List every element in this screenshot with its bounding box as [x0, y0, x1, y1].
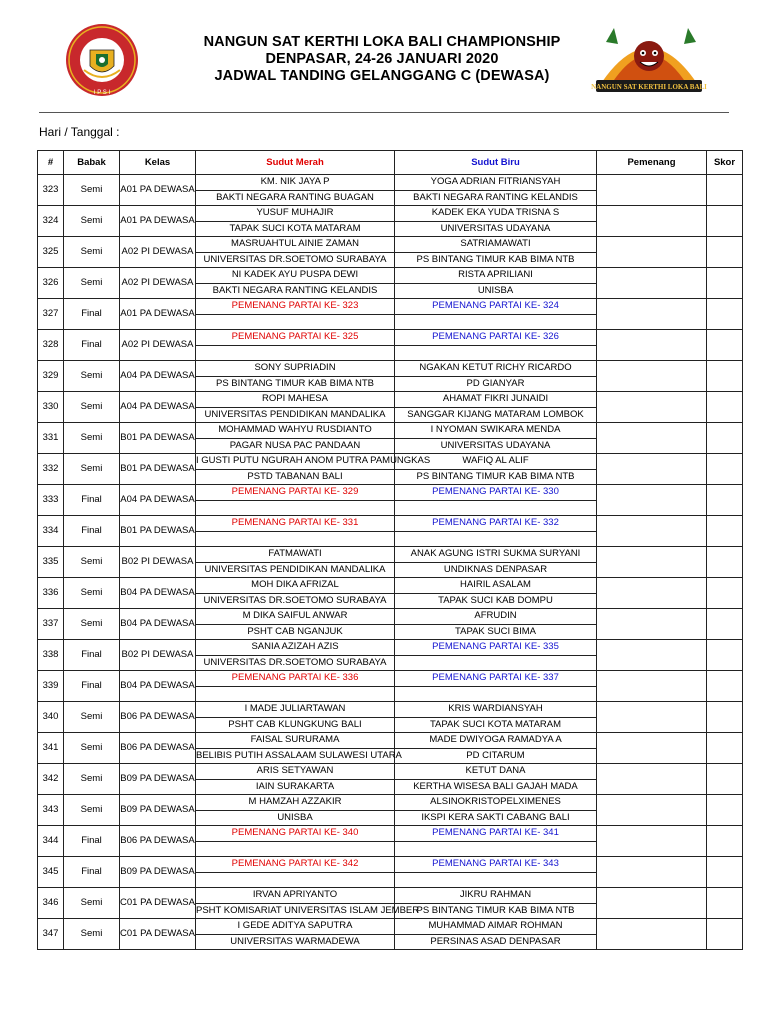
document-titles — [150, 34, 614, 85]
sudut-biru-team: BAKTI NEGARA RANTING KELANDIS — [395, 190, 597, 206]
sudut-merah-name: I GUSTI PUTU NGURAH ANOM PUTRA PAMUNGKAS — [196, 454, 395, 470]
match-babak: Semi — [64, 454, 120, 485]
document-header — [0, 0, 768, 112]
match-babak: Final — [64, 485, 120, 516]
sudut-biru-name: PEMENANG PARTAI KE- 335 — [395, 640, 597, 656]
match-number: 345 — [38, 857, 64, 888]
sudut-merah-team: TAPAK SUCI KOTA MATARAM — [196, 221, 395, 237]
sudut-merah-name: FATMAWATI — [196, 547, 395, 563]
table-row — [38, 175, 743, 191]
match-pemenang-cell[interactable] — [597, 826, 707, 857]
match-babak: Semi — [64, 578, 120, 609]
sudut-merah-name: PEMENANG PARTAI KE- 336 — [196, 671, 395, 687]
sudut-merah-name: I MADE JULIARTAWAN — [196, 702, 395, 718]
match-number: 325 — [38, 237, 64, 268]
sudut-merah-team — [196, 531, 395, 547]
match-kelas: B02 PI DEWASA — [120, 640, 196, 671]
match-skor-cell[interactable] — [707, 888, 743, 919]
match-number: 323 — [38, 175, 64, 206]
match-babak: Semi — [64, 764, 120, 795]
sudut-biru-team — [395, 872, 597, 888]
match-pemenang-cell[interactable] — [597, 547, 707, 578]
sudut-merah-team: UNIVERSITAS PENDIDIKAN MANDALIKA — [196, 407, 395, 423]
match-skor-cell[interactable] — [707, 361, 743, 392]
match-skor-cell[interactable] — [707, 423, 743, 454]
svg-text:I P S I: I P S I — [93, 90, 111, 96]
sudut-biru-team: TAPAK SUCI BIMA — [395, 624, 597, 640]
match-kelas: A04 PA DEWASA — [120, 485, 196, 516]
col-header-babak: Babak — [64, 151, 120, 175]
table-row — [38, 206, 743, 222]
match-number: 327 — [38, 299, 64, 330]
match-pemenang-cell[interactable] — [597, 640, 707, 671]
sudut-biru-name: NGAKAN KETUT RICHY RICARDO — [395, 361, 597, 377]
sudut-merah-name: MOHAMMAD WAHYU RUSDIANTO — [196, 423, 395, 439]
title-line-2: DENPASAR, 24-26 JANUARI 2020 — [265, 51, 499, 67]
col-header-sudut-merah: Sudut Merah — [196, 151, 395, 175]
match-pemenang-cell[interactable] — [597, 516, 707, 547]
sudut-biru-name: KADEK EKA YUDA TRISNA S — [395, 206, 597, 222]
sudut-biru-name: HAIRIL ASALAM — [395, 578, 597, 594]
match-number: 347 — [38, 919, 64, 950]
table-row — [38, 268, 743, 284]
col-header-skor: Skor — [707, 151, 743, 175]
match-babak: Semi — [64, 547, 120, 578]
match-skor-cell[interactable] — [707, 640, 743, 671]
match-number: 332 — [38, 454, 64, 485]
match-kelas: A01 PA DEWASA — [120, 299, 196, 330]
match-skor-cell[interactable] — [707, 268, 743, 299]
sudut-biru-team — [395, 345, 597, 361]
match-babak: Semi — [64, 237, 120, 268]
col-header-sudut-biru: Sudut Biru — [395, 151, 597, 175]
sudut-merah-team: PSTD TABANAN BALI — [196, 469, 395, 485]
match-babak: Final — [64, 640, 120, 671]
match-skor-cell[interactable] — [707, 671, 743, 702]
sudut-merah-name: MASRUAHTUL AINIE ZAMAN — [196, 237, 395, 253]
match-kelas: B04 PA DEWASA — [120, 609, 196, 640]
sudut-biru-name: KETUT DANA — [395, 764, 597, 780]
match-kelas: B01 PA DEWASA — [120, 454, 196, 485]
table-row — [38, 330, 743, 346]
match-babak: Semi — [64, 361, 120, 392]
match-skor-cell[interactable] — [707, 485, 743, 516]
sudut-merah-team: BAKTI NEGARA RANTING BUAGAN — [196, 190, 395, 206]
match-babak: Final — [64, 516, 120, 547]
sudut-biru-name: ALSINOKRISTOPELXIMENES — [395, 795, 597, 811]
match-skor-cell[interactable] — [707, 795, 743, 826]
sudut-merah-name: KM. NIK JAYA P — [196, 175, 395, 191]
match-pemenang-cell[interactable] — [597, 671, 707, 702]
match-skor-cell[interactable] — [707, 516, 743, 547]
match-kelas: A02 PI DEWASA — [120, 330, 196, 361]
match-skor-cell[interactable] — [707, 299, 743, 330]
match-pemenang-cell[interactable] — [597, 857, 707, 888]
sudut-merah-name: PEMENANG PARTAI KE- 342 — [196, 857, 395, 873]
sudut-merah-team: BELIBIS PUTIH ASSALAAM SULAWESI UTARA — [196, 748, 395, 764]
sudut-merah-team: PAGAR NUSA PAC PANDAAN — [196, 438, 395, 454]
sudut-merah-team: UNIVERSITAS DR.SOETOMO SURABAYA — [196, 252, 395, 268]
match-babak: Final — [64, 330, 120, 361]
match-kelas: B04 PA DEWASA — [120, 578, 196, 609]
match-pemenang-cell[interactable] — [597, 454, 707, 485]
match-number: 329 — [38, 361, 64, 392]
match-pemenang-cell[interactable] — [597, 485, 707, 516]
match-kelas: C01 PA DEWASA — [120, 919, 196, 950]
sudut-biru-name: AFRUDIN — [395, 609, 597, 625]
match-skor-cell[interactable] — [707, 392, 743, 423]
match-pemenang-cell[interactable] — [597, 919, 707, 950]
sudut-biru-name: YOGA ADRIAN FITRIANSYAH — [395, 175, 597, 191]
match-number: 324 — [38, 206, 64, 237]
match-kelas: A04 PA DEWASA — [120, 361, 196, 392]
sudut-biru-name: PEMENANG PARTAI KE- 332 — [395, 516, 597, 532]
match-pemenang-cell[interactable] — [597, 237, 707, 268]
table-row — [38, 237, 743, 253]
match-babak: Semi — [64, 268, 120, 299]
match-kelas: B09 PA DEWASA — [120, 764, 196, 795]
sudut-merah-team: PS BINTANG TIMUR KAB BIMA NTB — [196, 376, 395, 392]
match-pemenang-cell[interactable] — [597, 609, 707, 640]
header-divider — [39, 112, 729, 113]
match-number: 334 — [38, 516, 64, 547]
table-row — [38, 857, 743, 873]
sudut-biru-name: AHAMAT FIKRI JUNAIDI — [395, 392, 597, 408]
sudut-biru-name: ANAK AGUNG ISTRI SUKMA SURYANI — [395, 547, 597, 563]
sudut-biru-team: PS BINTANG TIMUR KAB BIMA NTB — [395, 903, 597, 919]
table-row — [38, 702, 743, 718]
sudut-merah-name: PEMENANG PARTAI KE- 325 — [196, 330, 395, 346]
bali-championship-logo-icon — [592, 22, 706, 94]
sudut-merah-team — [196, 686, 395, 702]
table-row — [38, 919, 743, 935]
match-pemenang-cell[interactable] — [597, 888, 707, 919]
sudut-biru-team — [395, 314, 597, 330]
sudut-biru-name: I NYOMAN SWIKARA MENDA — [395, 423, 597, 439]
table-row — [38, 795, 743, 811]
match-pemenang-cell[interactable] — [597, 361, 707, 392]
table-row — [38, 671, 743, 687]
sudut-biru-team: UNIVERSITAS UDAYANA — [395, 438, 597, 454]
sudut-biru-name: PEMENANG PARTAI KE- 337 — [395, 671, 597, 687]
sudut-biru-team — [395, 500, 597, 516]
sudut-merah-team — [196, 314, 395, 330]
match-skor-cell[interactable] — [707, 454, 743, 485]
table-row — [38, 609, 743, 625]
sudut-merah-team: IAIN SURAKARTA — [196, 779, 395, 795]
match-kelas: B01 PA DEWASA — [120, 423, 196, 454]
sudut-merah-team: UNIVERSITAS DR.SOETOMO SURABAYA — [196, 655, 395, 671]
match-kelas: B01 PA DEWASA — [120, 516, 196, 547]
match-skor-cell[interactable] — [707, 578, 743, 609]
sudut-merah-team: PSHT KOMISARIAT UNIVERSITAS ISLAM JEMBER — [196, 903, 395, 919]
ipsi-logo-icon — [64, 22, 140, 98]
match-number: 341 — [38, 733, 64, 764]
match-number: 333 — [38, 485, 64, 516]
match-skor-cell[interactable] — [707, 702, 743, 733]
sudut-biru-name: WAFIQ AL ALIF — [395, 454, 597, 470]
match-number: 342 — [38, 764, 64, 795]
sudut-merah-team: UNISBA — [196, 810, 395, 826]
match-pemenang-cell[interactable] — [597, 330, 707, 361]
match-number: 336 — [38, 578, 64, 609]
sudut-biru-team — [395, 655, 597, 671]
match-kelas: B09 PA DEWASA — [120, 857, 196, 888]
sudut-merah-name: PEMENANG PARTAI KE- 323 — [196, 299, 395, 315]
match-kelas: A04 PA DEWASA — [120, 392, 196, 423]
match-skor-cell[interactable] — [707, 764, 743, 795]
sudut-merah-name: ROPI MAHESA — [196, 392, 395, 408]
match-pemenang-cell[interactable] — [597, 578, 707, 609]
match-kelas: A02 PI DEWASA — [120, 268, 196, 299]
sudut-biru-name: RISTA APRILIANI — [395, 268, 597, 284]
col-header-pemenang: Pemenang — [597, 151, 707, 175]
match-number: 326 — [38, 268, 64, 299]
sudut-biru-team — [395, 531, 597, 547]
match-skor-cell[interactable] — [707, 919, 743, 950]
match-number: 339 — [38, 671, 64, 702]
sudut-biru-team: UNIVERSITAS UDAYANA — [395, 221, 597, 237]
schedule-table — [37, 150, 743, 950]
match-babak: Semi — [64, 733, 120, 764]
match-pemenang-cell[interactable] — [597, 299, 707, 330]
match-number: 346 — [38, 888, 64, 919]
match-babak: Final — [64, 299, 120, 330]
sudut-biru-name: PEMENANG PARTAI KE- 341 — [395, 826, 597, 842]
match-skor-cell[interactable] — [707, 547, 743, 578]
match-pemenang-cell[interactable] — [597, 175, 707, 206]
sudut-biru-team: PERSINAS ASAD DENPASAR — [395, 934, 597, 950]
sudut-merah-name: SANIA AZIZAH AZIS — [196, 640, 395, 656]
sudut-biru-name: PEMENANG PARTAI KE- 343 — [395, 857, 597, 873]
table-row — [38, 423, 743, 439]
match-number: 331 — [38, 423, 64, 454]
match-kelas: A01 PA DEWASA — [120, 175, 196, 206]
match-kelas: A01 PA DEWASA — [120, 206, 196, 237]
sudut-biru-team: SANGGAR KIJANG MATARAM LOMBOK — [395, 407, 597, 423]
table-header-row — [38, 151, 743, 175]
sudut-merah-team: UNIVERSITAS WARMADEWA — [196, 934, 395, 950]
sudut-biru-team: PS BINTANG TIMUR KAB BIMA NTB — [395, 469, 597, 485]
sudut-merah-name: PEMENANG PARTAI KE- 329 — [196, 485, 395, 501]
table-row — [38, 516, 743, 532]
sudut-merah-name: M DIKA SAIFUL ANWAR — [196, 609, 395, 625]
table-row — [38, 826, 743, 842]
sudut-biru-team: UNISBA — [395, 283, 597, 299]
match-pemenang-cell[interactable] — [597, 268, 707, 299]
sudut-biru-name: PEMENANG PARTAI KE- 324 — [395, 299, 597, 315]
match-babak: Semi — [64, 175, 120, 206]
match-skor-cell[interactable] — [707, 237, 743, 268]
match-number: 328 — [38, 330, 64, 361]
table-row — [38, 361, 743, 377]
match-pemenang-cell[interactable] — [597, 423, 707, 454]
match-skor-cell[interactable] — [707, 826, 743, 857]
sudut-merah-name: PEMENANG PARTAI KE- 331 — [196, 516, 395, 532]
table-row — [38, 299, 743, 315]
sudut-merah-name: IRVAN APRIYANTO — [196, 888, 395, 904]
sudut-merah-team: BAKTI NEGARA RANTING KELANDIS — [196, 283, 395, 299]
table-row — [38, 888, 743, 904]
hari-tanggal-label: Hari / Tanggal : — [39, 125, 120, 139]
match-number: 343 — [38, 795, 64, 826]
svg-text:NANGUN SAT KERTHI LOKA BALI: NANGUN SAT KERTHI LOKA BALI — [591, 83, 707, 91]
sudut-merah-name: PEMENANG PARTAI KE- 340 — [196, 826, 395, 842]
table-row — [38, 578, 743, 594]
match-pemenang-cell[interactable] — [597, 206, 707, 237]
sudut-merah-team: PSHT CAB NGANJUK — [196, 624, 395, 640]
sudut-merah-team: UNIVERSITAS DR.SOETOMO SURABAYA — [196, 593, 395, 609]
sudut-biru-team: KERTHA WISESA BALI GAJAH MADA — [395, 779, 597, 795]
sudut-biru-name: SATRIAMAWATI — [395, 237, 597, 253]
sudut-biru-team: PS BINTANG TIMUR KAB BIMA NTB — [395, 252, 597, 268]
match-babak: Semi — [64, 206, 120, 237]
match-babak: Semi — [64, 702, 120, 733]
match-number: 337 — [38, 609, 64, 640]
sudut-biru-team: TAPAK SUCI KAB DOMPU — [395, 593, 597, 609]
match-babak: Final — [64, 826, 120, 857]
match-skor-cell[interactable] — [707, 609, 743, 640]
sudut-merah-team — [196, 500, 395, 516]
title-line-3: JADWAL TANDING GELANGGANG C (DEWASA) — [214, 68, 550, 84]
match-number: 340 — [38, 702, 64, 733]
match-babak: Semi — [64, 919, 120, 950]
sudut-biru-name: PEMENANG PARTAI KE- 326 — [395, 330, 597, 346]
sudut-merah-name: NI KADEK AYU PUSPA DEWI — [196, 268, 395, 284]
match-skor-cell[interactable] — [707, 330, 743, 361]
sudut-biru-name: MUHAMMAD AIMAR ROHMAN — [395, 919, 597, 935]
sudut-biru-team: IKSPI KERA SAKTI CABANG BALI — [395, 810, 597, 826]
match-kelas: C01 PA DEWASA — [120, 888, 196, 919]
match-kelas: B04 PA DEWASA — [120, 671, 196, 702]
table-row — [38, 392, 743, 408]
match-babak: Final — [64, 671, 120, 702]
match-kelas: B02 PI DEWASA — [120, 547, 196, 578]
table-row — [38, 640, 743, 656]
sudut-merah-name: FAISAL SURURAMA — [196, 733, 395, 749]
match-kelas: A02 PI DEWASA — [120, 237, 196, 268]
sudut-biru-team: UNDIKNAS DENPASAR — [395, 562, 597, 578]
match-kelas: B06 PA DEWASA — [120, 733, 196, 764]
col-header-kelas: Kelas — [120, 151, 196, 175]
match-pemenang-cell[interactable] — [597, 795, 707, 826]
sudut-merah-name: I GEDE ADITYA SAPUTRA — [196, 919, 395, 935]
match-number: 344 — [38, 826, 64, 857]
sudut-biru-name: MADE DWIYOGA RAMADYA A — [395, 733, 597, 749]
sudut-biru-team: PD GIANYAR — [395, 376, 597, 392]
match-babak: Semi — [64, 609, 120, 640]
sudut-merah-team — [196, 841, 395, 857]
match-skor-cell[interactable] — [707, 175, 743, 206]
sudut-merah-team: UNIVERSITAS PENDIDIKAN MANDALIKA — [196, 562, 395, 578]
sudut-merah-name: YUSUF MUHAJIR — [196, 206, 395, 222]
match-babak: Semi — [64, 888, 120, 919]
sudut-biru-team: TAPAK SUCI KOTA MATARAM — [395, 717, 597, 733]
match-kelas: B09 PA DEWASA — [120, 795, 196, 826]
sudut-merah-team — [196, 872, 395, 888]
schedule-rows — [38, 175, 743, 950]
match-pemenang-cell[interactable] — [597, 392, 707, 423]
table-row — [38, 485, 743, 501]
match-pemenang-cell[interactable] — [597, 733, 707, 764]
match-babak: Semi — [64, 423, 120, 454]
sudut-biru-name: KRIS WARDIANSYAH — [395, 702, 597, 718]
table-row — [38, 454, 743, 470]
sudut-merah-name: ARIS SETYAWAN — [196, 764, 395, 780]
table-row — [38, 764, 743, 780]
col-header-no: # — [38, 151, 64, 175]
table-row — [38, 733, 743, 749]
sudut-merah-name: M HAMZAH AZZAKIR — [196, 795, 395, 811]
match-number: 335 — [38, 547, 64, 578]
match-number: 338 — [38, 640, 64, 671]
table-row — [38, 547, 743, 563]
match-skor-cell[interactable] — [707, 733, 743, 764]
match-pemenang-cell[interactable] — [597, 764, 707, 795]
match-kelas: B06 PA DEWASA — [120, 826, 196, 857]
sudut-biru-team — [395, 841, 597, 857]
sudut-merah-name: MOH DIKA AFRIZAL — [196, 578, 395, 594]
sudut-biru-team: PD CITARUM — [395, 748, 597, 764]
title-line-1: NANGUN SAT KERTHI LOKA BALI CHAMPIONSHIP — [203, 34, 561, 50]
match-babak: Semi — [64, 795, 120, 826]
match-skor-cell[interactable] — [707, 857, 743, 888]
match-babak: Final — [64, 857, 120, 888]
match-babak: Semi — [64, 392, 120, 423]
match-kelas: B06 PA DEWASA — [120, 702, 196, 733]
sudut-biru-team — [395, 686, 597, 702]
match-number: 330 — [38, 392, 64, 423]
match-skor-cell[interactable] — [707, 206, 743, 237]
sudut-merah-team — [196, 345, 395, 361]
sudut-biru-name: JIKRU RAHMAN — [395, 888, 597, 904]
sudut-biru-name: PEMENANG PARTAI KE- 330 — [395, 485, 597, 501]
match-pemenang-cell[interactable] — [597, 702, 707, 733]
sudut-merah-name: SONY SUPRIADIN — [196, 361, 395, 377]
sudut-merah-team: PSHT CAB KLUNGKUNG BALI — [196, 717, 395, 733]
